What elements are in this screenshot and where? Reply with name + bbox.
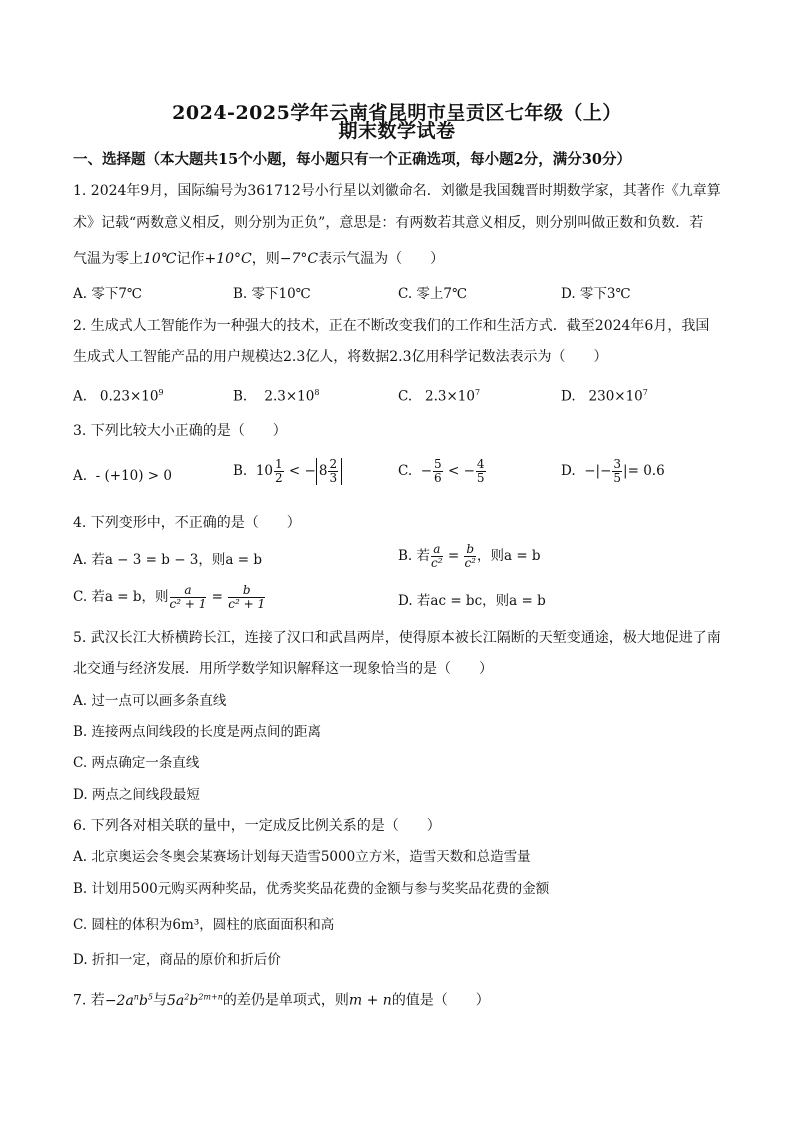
q2-option-a-label: A.	[73, 388, 88, 405]
q3-option-d-label: D.	[561, 463, 576, 479]
q2-option-a-exponent: 9	[158, 388, 164, 397]
q6-option-d[interactable]: D. 折扣一定，商品的原价和折后价	[73, 952, 281, 968]
q2-line1: 2. 生成式人工智能作为一种强大的技术，正在不断改变我们的工作和生活方式．截至2024年6月，我国	[73, 318, 710, 334]
q7-expression: m + n	[348, 992, 392, 1009]
q3-option-c-label: C.	[398, 463, 413, 479]
q2-option-a-base: 0.23×10	[99, 388, 159, 405]
q2-option-d-label: D.	[561, 388, 576, 405]
q1-text-e: ，则	[251, 251, 280, 267]
q1-option-a[interactable]: A. 零下7℃	[73, 286, 143, 302]
exam-title: 2024-2025学年云南省昆明市呈贡区七年级（上）	[172, 102, 622, 124]
q4-option-c-fraction1: $\frac{a}{\text{c² + 1}}$	[169, 583, 207, 611]
q3-option-d[interactable]: D. −|− $\frac{3}{5}$ |= 0.6	[561, 457, 665, 485]
q2-option-c-base: 2.3×10	[425, 388, 475, 405]
q3-option-b-compare: < −	[284, 463, 316, 479]
q3-option-c-fraction2: $\frac{4}{5}$	[476, 457, 485, 485]
q1-text-c: 记作	[176, 251, 205, 267]
q7-stem: 7. 若$-2a^nb^5$与$5a^2b^{2m+n}$的差仍是单项式，则m + n的值是（ ）	[73, 992, 490, 1009]
q1-text-a: 气温为零上	[73, 251, 143, 267]
q5-line1: 5. 武汉长江大桥横跨长江，连接了汉口和武昌两岸，使得原本被长江隔断的天堑变通途，极大地促进了南	[73, 630, 721, 646]
q3-option-b-fraction: $\frac{1}{2}$	[275, 457, 283, 485]
q1-temp-minus: −7°C	[279, 251, 319, 267]
q4-stem: 4. 下列变形中，不正确的是（ ）	[73, 515, 301, 531]
q1-temp-above: 10℃	[143, 251, 177, 267]
q1-line1: 1. 2024年9月，国际编号为361712号小行星以刘徽命名．刘徽是我国魏晋时期数学家，其著作《九章算	[73, 183, 721, 199]
q2-option-b-base: 2.3×10	[264, 388, 315, 405]
q4-option-c-fraction2: $\frac{b}{\text{c² + 1}}$	[228, 583, 266, 611]
q4-option-d[interactable]: D. 若ac = bc，则a = b	[398, 593, 546, 609]
q5-option-c[interactable]: C. 两点确定一条直线	[73, 755, 200, 771]
q6-option-b[interactable]: B. 计划用500元购买两种奖品，优秀奖奖品花费的金额与参与奖奖品花费的金额	[73, 881, 550, 897]
q1-line2: 术》记载“两数意义相反，则分别为正负”，意思是：有两数若其意义相反，则分别叫做正数和负数．若	[73, 215, 704, 231]
q1-option-c[interactable]: C. 零上7℃	[398, 286, 468, 302]
q3-option-b-whole: 10	[255, 463, 273, 479]
q2-option-a[interactable]	[73, 384, 164, 406]
q7-term2: $5a^2b^{2m+n}$	[167, 992, 223, 1009]
q4-option-b[interactable]: B. 若 $\frac{a}{\text{c²}}$ = $\frac{b}{\text{c²}}$ ，则a = b	[398, 542, 541, 570]
q5-option-d[interactable]: D. 两点之间线段最短	[73, 787, 200, 803]
q1-option-b[interactable]: B. 零下10℃	[233, 286, 311, 302]
q4-option-c[interactable]: C. 若a = b，则 $\frac{a}{\text{c² + 1}}$ = $\frac{b}{\text{c² + 1}}$	[73, 583, 266, 611]
q2-option-c[interactable]	[398, 384, 480, 406]
q3-option-a-expr: - (+10) > 0	[95, 468, 172, 484]
q1-temp-plus: +10°C	[204, 251, 252, 267]
q5-option-b[interactable]: B. 连接两点间线段的长度是两点间的距离	[73, 724, 322, 740]
q6-stem: 6. 下列各对相关联的量中，一定成反比例关系的是（ ）	[73, 818, 441, 834]
q1-option-d[interactable]: D. 零下3℃	[561, 286, 631, 302]
q3-option-a-label: A.	[73, 468, 88, 484]
q3-option-d-fraction: $\frac{3}{5}$	[613, 457, 622, 485]
q2-option-d-exponent: 7	[642, 388, 648, 397]
q6-option-a[interactable]: A. 北京奥运会冬奥会某赛场计划每天造雪5000立方米，造雪天数和总造雪量	[73, 849, 531, 865]
q2-option-d[interactable]	[561, 384, 648, 406]
q5-option-a[interactable]: A. 过一点可以画多条直线	[73, 693, 227, 709]
q3-option-b-abs: 8 $\frac{2}{3}$	[316, 458, 342, 485]
exam-subtitle: 期末数学试卷	[338, 120, 456, 142]
q1-text-g: 表示气温为（ ）	[318, 251, 445, 267]
q4-option-b-fraction1: $\frac{a}{\text{c²}}$	[431, 542, 443, 570]
q1-line3	[73, 250, 444, 268]
q5-line2: 北交通与经济发展．用所学数学知识解释这一现象恰当的是（ ）	[73, 661, 493, 677]
q6-option-c[interactable]: C. 圆柱的体积为6m³，圆柱的底面面积和高	[73, 917, 335, 933]
q2-option-c-label: C.	[398, 388, 413, 405]
q3-stem: 3. 下列比较大小正确的是（ ）	[73, 423, 287, 439]
q3-option-b[interactable]	[233, 458, 342, 485]
q2-option-d-base: 230×10	[588, 388, 643, 405]
q3-option-c[interactable]: C. − $\frac{5}{6}$ < − $\frac{4}{5}$	[398, 457, 485, 485]
q3-option-c-fraction1: $\frac{5}{6}$	[434, 457, 442, 485]
q2-option-c-exponent: 7	[474, 388, 481, 397]
q4-option-b-fraction2: $\frac{b}{\text{c²}}$	[464, 542, 476, 570]
q2-option-b-exponent: 8	[314, 388, 320, 397]
q4-option-a[interactable]: A. 若a − 3 = b − 3，则a = b	[73, 552, 262, 568]
q2-option-b[interactable]	[233, 384, 319, 406]
q3-option-b-label: B.	[233, 463, 248, 479]
q7-term1: $-2a^nb^5$	[104, 992, 154, 1009]
q2-option-b-label: B.	[233, 388, 248, 405]
section-heading: 一、选择题（本大题共15个小题，每小题只有一个正确选项，每小题2分，满分30分）	[73, 151, 631, 168]
q2-line2: 生成式人工智能产品的用户规模达2.3亿人，将数据2.3亿用科学记数法表示为（ ）	[73, 349, 608, 365]
q3-option-a[interactable]	[73, 467, 172, 485]
